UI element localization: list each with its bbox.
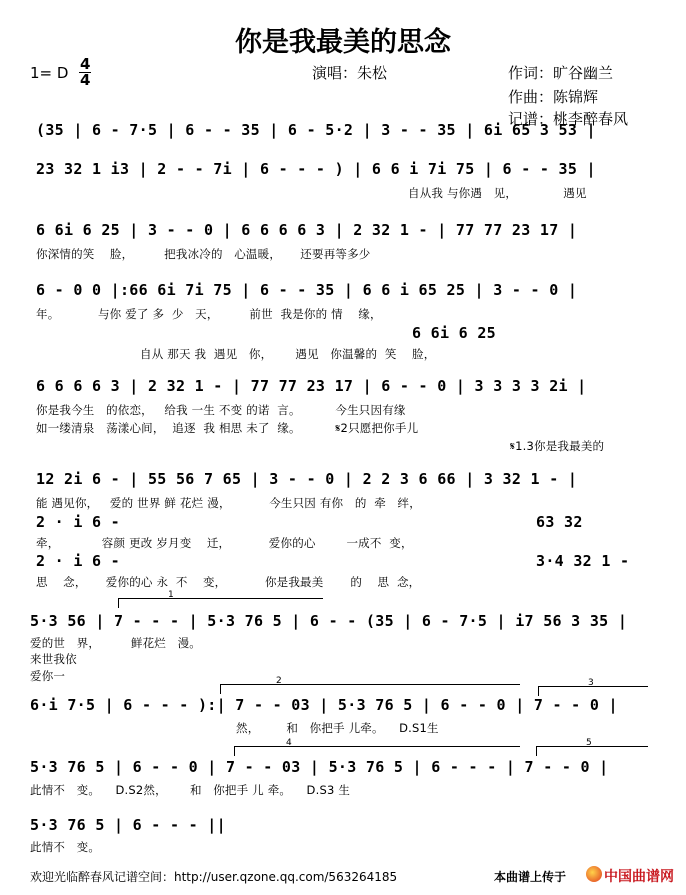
lyric-line: 如一缕清泉 荡漾心间， 追逐 我 相思 未了 缘。 𝄋2只愿把你手儿 — [36, 421, 419, 435]
volta-bracket-5 — [536, 746, 648, 747]
melody-line: 2 · i 6 - — [36, 513, 120, 531]
footer-upload-note: 本曲谱上传于 — [494, 870, 567, 884]
volta-bracket-4-tick — [234, 746, 235, 756]
melody-line: 2 · i 6 - — [36, 552, 120, 570]
lyric-line: 自从我 与你遇 见， 遇见 — [408, 186, 587, 200]
lyric-line: 能 遇见你， 爱的 世界 鲜 花烂 漫， 今生只因 有你 的 牵 绊， — [36, 496, 421, 510]
melody-line: 23 32 1 i3 | 2 - - 7i | 6 - - - ) | 6 6 i 7i 75 | 6 - - 35 | — [36, 160, 596, 178]
brand-logo-icon — [586, 866, 602, 882]
lyric-line: 你深情的笑 脸， 把我冰冷的 心温暖， 还要再等多少 — [36, 247, 371, 261]
lyric-line: 年。 与你 爱了 多 少 天， 前世 我是你的 情 缘， — [36, 307, 382, 321]
time-signature-top: 4 — [80, 55, 91, 73]
lyric-line: 爱你一 — [30, 669, 66, 683]
melody-line: 5·3 76 5 | 6 - - - || — [30, 816, 226, 834]
melody-line: 63 32 — [536, 513, 583, 531]
volta-bracket-1-tick — [118, 598, 119, 608]
brand-name: 中国曲谱网 — [604, 869, 674, 885]
time-signature-bottom: 4 — [80, 71, 91, 89]
melody-line: 6 6i 6 25 — [412, 324, 496, 342]
lyric-line: 你是我今生 的依恋， 给我 一生 不变 的诺 言。 今生只因有缘 — [36, 403, 406, 417]
volta-bracket-2 — [220, 684, 520, 685]
lyric-line: 然， 和 你把手 儿牵。 D.S1生 — [236, 721, 439, 735]
lyric-line: 爱的世 界， 鲜花烂 漫。 — [30, 636, 201, 650]
melody-line: 5·3 76 5 | 6 - - 0 | 7 - - 03 | 5·3 76 5 | 6 - - - | 7 - - 0 | — [30, 758, 609, 776]
melody-line: 5·3 56 | 7 - - - | 5·3 76 5 | 6 - - (35 | 6 - 7·5 | i7 56 3 35 | — [30, 612, 628, 630]
melody-line: 6 6i 6 25 | 3 - - 0 | 6 6 6 6 3 | 2 32 1 - | 77 77 23 17 | — [36, 221, 578, 239]
melody-line: 6·i 7·5 | 6 - - - ):| 7 - - 03 | 5·3 76 5 | 6 - - 0 | 7 - - 0 | — [30, 696, 618, 714]
volta-number-3: 3 — [588, 678, 594, 688]
footer-credit: 欢迎光临醉春风记谱空间：http://user.qzone.qq.com/563264185 — [30, 870, 398, 884]
volta-bracket-3-tick — [538, 686, 539, 696]
lyricist-credit: 作词：旷谷幽兰 — [508, 64, 614, 82]
volta-bracket-4 — [234, 746, 520, 747]
melody-line: (35 | 6 - 7·5 | 6 - - 35 | 6 - 5·2 | 3 - - 35 | 6i 65 3 53 | — [36, 121, 596, 139]
volta-bracket-2-tick — [220, 684, 221, 694]
lyric-line: 牵， 容颜 更改 岁月变 迁， 爱你的心 一成不 变， — [36, 536, 413, 550]
volta-number-1: 1 — [168, 590, 174, 600]
melody-line: 12 2i 6 - | 55 56 7 65 | 3 - - 0 | 2 2 3 6 66 | 3 32 1 - | — [36, 470, 578, 488]
volta-number-2: 2 — [276, 676, 282, 686]
lyric-line: 𝄋1.3你是我最美的 — [510, 439, 605, 453]
volta-number-4: 4 — [286, 738, 292, 748]
volta-bracket-5-tick — [536, 746, 537, 756]
key-signature: 1= D — [30, 64, 69, 82]
page-title: 你是我最美的思念 — [235, 27, 451, 58]
volta-bracket-1 — [118, 598, 323, 599]
lyric-line: 此情不 变。 — [30, 840, 101, 854]
transcriber-credit: 记谱：桃李醉春风 — [508, 110, 629, 128]
melody-line: 6 - 0 0 |:66 6i 7i 75 | 6 - - 35 | 6 6 i 65 25 | 3 - - 0 | — [36, 281, 578, 299]
lyric-line: 思 念， 爱你的心 永 不 变， 你是我最美 的 思 念， — [36, 575, 421, 589]
singer-credit: 演唱：朱松 — [312, 64, 388, 82]
melody-line: 6 6 6 6 3 | 2 32 1 - | 77 77 23 17 | 6 - - 0 | 3 3 3 3 2i | — [36, 377, 587, 395]
volta-number-5: 5 — [586, 738, 592, 748]
lyric-line: 此情不 变。 D.S2然， 和 你把手 儿 牵。 D.S3 生 — [30, 783, 351, 797]
melody-line: 3·4 32 1 - — [536, 552, 630, 570]
composer-credit: 作曲：陈锦辉 — [508, 88, 599, 106]
lyric-line: 来世我依 — [30, 652, 77, 666]
lyric-line: 自从 那天 我 遇见 你， 遇见 你温馨的 笑 脸， — [140, 347, 436, 361]
